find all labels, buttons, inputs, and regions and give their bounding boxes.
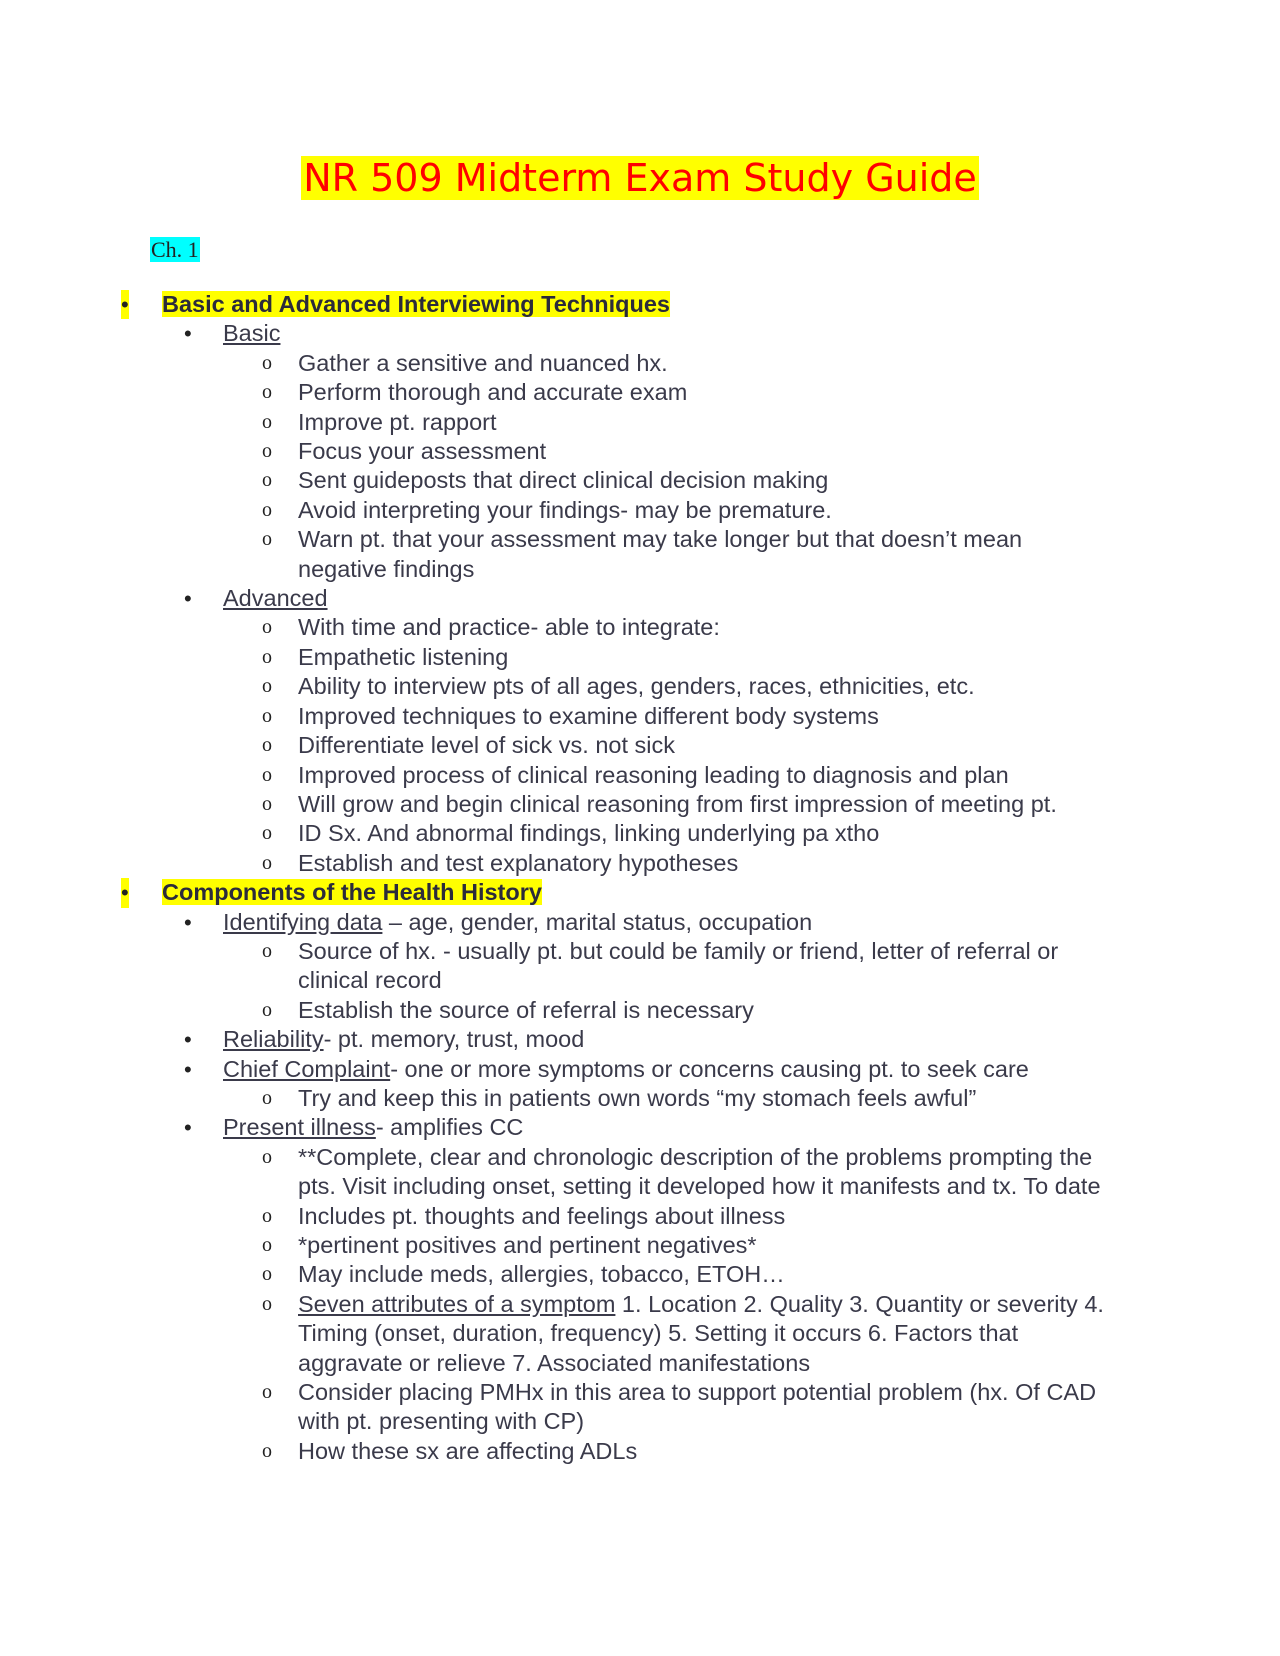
- bullet-icon: •: [184, 586, 192, 612]
- list-item-text: Warn pt. that your assessment may take longer but that doesn’t mean negative findings: [298, 526, 1023, 582]
- bullet-icon: o: [262, 645, 272, 668]
- list-item: [0, 1084, 1280, 1113]
- bullet-icon: o: [262, 998, 272, 1021]
- section-heading-text: Basic and Advanced Interviewing Techniques: [162, 291, 670, 317]
- subsection-suffix: - one or more symptoms or concerns causing pt. to seek care: [390, 1055, 1029, 1082]
- list-item-text: Establish and test explanatory hypotheses: [298, 849, 739, 876]
- list-item: [0, 849, 1280, 878]
- subsection-label: Reliability: [223, 1026, 324, 1053]
- list-item: [0, 731, 1280, 760]
- bullet-icon: o: [262, 1263, 272, 1286]
- list-item-text: Source of hx. - usually pt. but could be family or friend, letter of referral or clinical record: [298, 937, 1059, 994]
- bullet-icon: o: [262, 498, 272, 521]
- list-item: [0, 761, 1280, 790]
- bullet-icon: o: [262, 1086, 272, 1109]
- subsection-heading: [0, 319, 1280, 348]
- subsection-label: Advanced: [223, 585, 328, 612]
- list-item: [0, 613, 1280, 642]
- list-item-text: With time and practice- able to integrate:: [298, 614, 720, 641]
- list-item-text: Avoid interpreting your findings- may be premature.: [298, 496, 832, 523]
- bullet-icon: o: [262, 675, 272, 698]
- list-item: [0, 1437, 1280, 1466]
- bullet-icon: o: [262, 939, 272, 962]
- list-item-text: Sent guideposts that direct clinical decision making: [298, 467, 829, 494]
- subsection-label: Chief Complaint: [223, 1055, 391, 1082]
- document-title-text: NR 509 Midterm Exam Study Guide: [303, 156, 977, 200]
- bullet-icon: o: [262, 381, 272, 404]
- list-item-text: Includes pt. thoughts and feelings about illness: [298, 1202, 786, 1229]
- bullet-icon: •: [184, 1056, 192, 1082]
- list-item-text: Focus your assessment: [298, 438, 547, 465]
- list-item-text: Improved process of clinical reasoning leading to diagnosis and plan: [298, 761, 1009, 788]
- bullet-icon: o: [262, 704, 272, 727]
- list-item-text: ID Sx. And abnormal findings, linking underlying pa xtho: [298, 820, 880, 847]
- list-item: [0, 378, 1280, 407]
- bullet-icon: •: [121, 290, 129, 319]
- list-item: [0, 525, 1280, 584]
- list-item-text: Will grow and begin clinical reasoning from first impression of meeting pt.: [298, 790, 1057, 817]
- subsection-heading: [0, 908, 1280, 937]
- bullet-icon: o: [262, 528, 272, 551]
- list-item-text: Improved techniques to examine different body systems: [298, 702, 879, 729]
- bullet-icon: o: [262, 351, 272, 374]
- list-item: [0, 790, 1280, 819]
- section-heading-text: Components of the Health History: [162, 879, 542, 906]
- subsection-heading: [0, 584, 1280, 613]
- bullet-icon: o: [262, 851, 272, 874]
- list-item-text: Improve pt. rapport: [298, 408, 497, 435]
- bullet-icon: •: [184, 1115, 192, 1141]
- bullet-icon: o: [262, 469, 272, 492]
- bullet-icon: o: [262, 440, 272, 463]
- bullet-icon: •: [184, 321, 192, 347]
- list-item: [0, 1143, 1280, 1202]
- list-item: [0, 408, 1280, 437]
- bullet-icon: •: [121, 878, 129, 907]
- list-item-text: May include meds, allergies, tobacco, ETOH…: [298, 1261, 785, 1288]
- list-item: [0, 819, 1280, 848]
- list-item: [0, 349, 1280, 378]
- list-item-text: Empathetic listening: [298, 643, 509, 670]
- subsection-heading: [0, 1025, 1280, 1054]
- subsection-heading: [0, 1113, 1280, 1142]
- list-item: [0, 672, 1280, 701]
- list-item-text: How these sx are affecting ADLs: [298, 1437, 638, 1464]
- bullet-icon: o: [262, 1381, 272, 1404]
- list-item-text: Ability to interview pts of all ages, genders, races, ethnicities, etc.: [298, 673, 975, 700]
- list-item-text: Establish the source of referral is necessary: [298, 996, 754, 1023]
- bullet-icon: o: [262, 1204, 272, 1227]
- chapter-label: [150, 236, 200, 264]
- subsection-suffix: – age, gender, marital status, occupation: [382, 908, 813, 935]
- bullet-icon: •: [184, 1027, 192, 1053]
- attribute-text: 1. Location 2. Quality 3. Quantity or severity 4. Timing (onset, duration, frequency) 5. Setting it occurs 6. Factors that aggravate or relieve 7. Associated manifestations: [298, 1290, 1104, 1376]
- section-heading: [0, 878, 1280, 907]
- list-item-text: Gather a sensitive and nuanced hx.: [298, 349, 668, 376]
- list-item-text: *pertinent positives and pertinent negatives*: [298, 1232, 757, 1258]
- bullet-icon: o: [262, 734, 272, 757]
- bullet-icon: o: [262, 1145, 272, 1168]
- document-title: [0, 150, 1280, 206]
- outline-list: [0, 290, 1280, 1466]
- subsection-label: Present illness: [223, 1114, 376, 1141]
- list-item: [0, 702, 1280, 731]
- list-item: [0, 1260, 1280, 1289]
- list-item: [0, 1231, 1280, 1260]
- list-item: [0, 643, 1280, 672]
- list-item-text: **Complete, clear and chronologic description of the problems prompting the pts. Visit including onset, setting it developed how it manifests and tx. To date: [298, 1143, 1101, 1200]
- list-item-text: Consider placing PMHx in this area to support potential problem (hx. Of CAD with pt. presenting with CP): [298, 1379, 1097, 1435]
- subsection-heading: [0, 1055, 1280, 1084]
- subsection-suffix: - pt. memory, trust, mood: [323, 1026, 585, 1053]
- bullet-icon: •: [184, 909, 192, 935]
- list-item: [0, 1202, 1280, 1231]
- list-item: [0, 937, 1280, 996]
- section-heading: [0, 290, 1280, 319]
- subsection-suffix: - amplifies CC: [375, 1114, 524, 1141]
- bullet-icon: o: [262, 1292, 272, 1315]
- list-item: [0, 437, 1280, 466]
- bullet-icon: o: [262, 763, 272, 786]
- chapter-label-text: Ch. 1: [151, 237, 199, 262]
- list-item: [0, 996, 1280, 1025]
- subsection-label: Basic: [223, 320, 281, 347]
- attribute-label: Seven attributes of a symptom: [298, 1290, 616, 1317]
- list-item: [0, 1290, 1280, 1378]
- bullet-icon: o: [262, 1234, 272, 1256]
- bullet-icon: o: [262, 792, 272, 815]
- bullet-icon: o: [262, 1439, 272, 1462]
- bullet-icon: o: [262, 616, 272, 639]
- subsection-label: Identifying data: [223, 908, 383, 935]
- list-item: [0, 1378, 1280, 1437]
- bullet-icon: o: [262, 410, 272, 433]
- list-item-text: Differentiate level of sick vs. not sick: [298, 732, 676, 759]
- list-item: [0, 496, 1280, 525]
- list-item-text: Try and keep this in patients own words “my stomach feels awful”: [298, 1084, 977, 1111]
- list-item: [0, 466, 1280, 495]
- list-item-text: Perform thorough and accurate exam: [298, 379, 688, 406]
- bullet-icon: o: [262, 822, 272, 845]
